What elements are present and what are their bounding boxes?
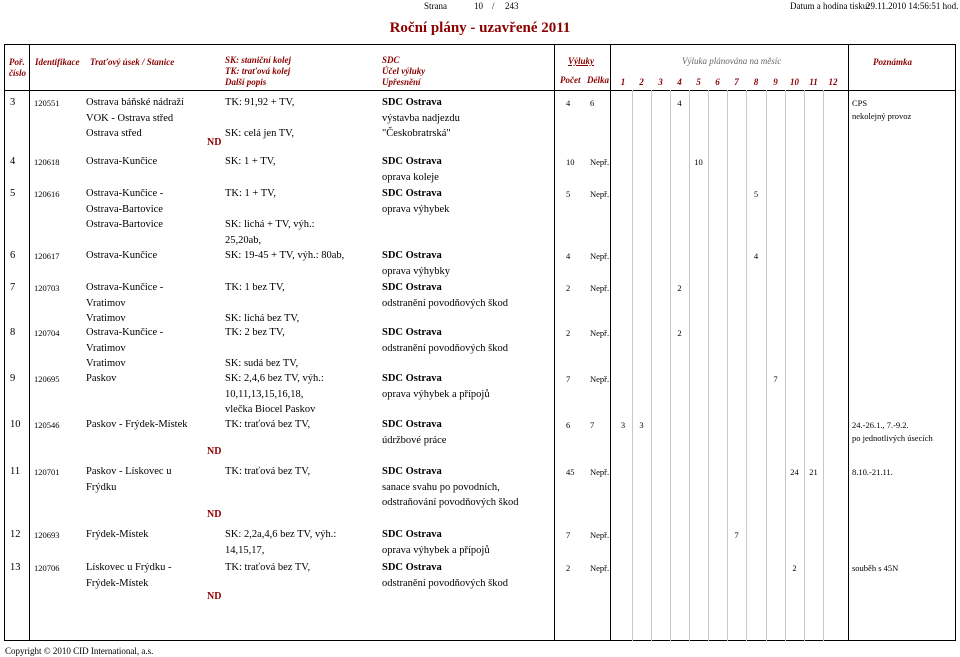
row-number: 3 [10,97,16,108]
month-divider [651,90,652,641]
row-nd-mark: ND [207,591,222,602]
row-identifier: 120701 [34,467,60,477]
row-pocet: 2 [566,563,571,573]
row-number: 10 [10,419,21,430]
row-sdc: SDC Ostrava [382,373,442,384]
row-number: 7 [10,282,16,293]
row-month-value: 5 [753,189,759,199]
page-separator: / [492,1,495,11]
row-trat-line: Vratimov [86,297,126,309]
row-identifier: 120693 [34,530,60,540]
col-divider [848,44,849,641]
header-month: 1 [620,77,626,87]
row-pocet: 45 [566,467,575,477]
row-pocet: 2 [566,328,571,338]
row-trat-line: Ostrava-Kunčice [86,156,158,167]
month-divider [823,90,824,641]
row-number: 11 [10,466,21,477]
row-poznamka: CPS [852,98,868,108]
header-pos: Poř. číslo [9,57,26,78]
row-sk-line: SK: 1 + TV, [225,156,276,167]
row-poznamka: 8.10.-21.11. [852,467,893,477]
row-delka: Nepř. [590,530,610,540]
row-delka: Nepř. [590,328,610,338]
row-pocet: 5 [566,189,571,199]
page-number: 10 [474,1,483,11]
row-ucel-line: oprava výhybek a přípojů [382,388,490,400]
row-sdc: SDC Ostrava [382,250,442,261]
row-sk-line: 14,15,17, [225,544,265,556]
row-trat-line: Ostrava-Kunčice [86,250,158,261]
row-ucel-line: oprava výhybek a přípojů [382,544,490,556]
col-divider [554,44,555,641]
print-label: Datum a hodina tisku: [790,1,870,11]
row-nd-mark: ND [207,446,222,457]
row-identifier: 120617 [34,251,60,261]
row-identifier: 120704 [34,328,60,338]
row-ucel-line: odstranění povodňových škod [382,577,508,589]
header-month: 12 [828,77,838,87]
month-divider [804,90,805,641]
row-sk-line: TK: traťová bez TV, [225,419,311,430]
row-pocet: 7 [566,530,571,540]
row-sk-line: TK: 91,92 + TV, [225,97,295,108]
month-divider [727,90,728,641]
month-divider [708,90,709,641]
header-month: 6 [715,77,720,87]
header-month: 2 [639,77,644,87]
row-number: 12 [10,529,21,540]
row-trat-line: Frýdek-Místek [86,577,149,589]
row-trat-line: Paskov - Frýdek-Místek [86,419,188,430]
row-identifier: 120703 [34,283,60,293]
row-trat-line: Vratimov [86,342,126,354]
header-month: 10 [790,77,799,87]
row-number: 9 [10,373,16,384]
row-delka: Nepř. [590,283,610,293]
row-month-value: 2 [677,283,682,293]
row-sk-line: SK: celá jen TV, [225,128,295,139]
header-month: 8 [753,77,759,87]
row-trat-line: Vratimov [86,313,126,324]
row-trat-line: Frýdek-Místek [86,529,149,540]
row-sdc: SDC Ostrava [382,188,442,199]
row-nd-mark: ND [207,509,222,520]
month-divider [746,90,747,641]
row-nd-mark: ND [207,137,222,148]
row-ucel-line: sanace svahu po povodních, [382,481,500,493]
row-pocet: 6 [566,420,571,430]
row-pocet: 7 [566,374,571,384]
row-ucel-line: odstranění povodňových škod [382,297,508,309]
row-sk-line: SK: 2,4,6 bez TV, výh.: [225,373,324,384]
header-month: 11 [809,77,818,87]
row-number: 5 [10,188,16,199]
header-month: 4 [677,77,682,87]
row-pocet: 2 [566,283,571,293]
row-trat-line: Ostrava-Kunčice - [86,327,164,338]
row-pocet: 4 [566,98,571,108]
page-total: 243 [505,1,519,11]
row-sk-line: SK: 19-45 + TV, výh.: 80ab, [225,250,345,261]
col-divider [610,44,611,641]
header-divider [4,90,956,91]
row-trat-line: VOK - Ostrava střed [86,112,174,124]
row-identifier: 120695 [34,374,60,384]
row-month-value: 4 [677,98,682,108]
row-identifier: 120616 [34,189,60,199]
row-poznamka: nekolejný provoz [852,111,912,121]
header-month: 7 [734,77,739,87]
month-divider [766,90,767,641]
row-trat-line: Vratimov [86,358,126,369]
row-month-value: 7 [734,530,739,540]
row-ucel-line: oprava výhybky [382,265,450,277]
row-ucel-line: odstraňování povodňových škod [382,497,519,508]
row-sk-line: TK: 1 bez TV, [225,282,285,293]
row-sdc: SDC Ostrava [382,466,442,477]
row-trat-line: Paskov - Lískovec u [86,466,172,477]
row-trat-line: Frýdku [86,481,117,493]
row-sk-line: vlečka Biocel Paskov [225,404,316,415]
row-month-value: 3 [620,420,626,430]
row-sdc: SDC Ostrava [382,97,442,108]
row-sdc: SDC Ostrava [382,529,442,540]
row-poznamka: po jednotlivých úsecích [852,433,933,443]
row-delka: Nepř. [590,189,610,199]
row-sdc: SDC Ostrava [382,282,442,293]
row-trat-line: Lískovec u Frýdku - [86,562,172,573]
row-trat-line: Paskov [86,373,117,384]
row-ucel-line: údržbové práce [382,434,447,446]
col-divider [29,44,30,641]
row-sk-line: SK: lichá + TV, výh.: [225,219,315,230]
row-month-value: 2 [677,328,682,338]
row-identifier: 120618 [34,157,60,167]
page-title: Roční plány - uzavřené 2011 [389,20,571,36]
row-delka: Nepř. [590,157,610,167]
row-sk-line: TK: 1 + TV, [225,188,277,199]
row-sk-line: SK: sudá bez TV, [225,358,299,369]
row-ucel-line: "Českobratrská" [382,128,451,139]
row-sdc: SDC Ostrava [382,562,442,573]
row-month-value: 7 [773,374,778,384]
row-sk-line: 25,20ab, [225,234,262,246]
row-month-value: 3 [639,420,644,430]
row-delka: 7 [590,420,595,430]
row-poznamka: 24.-26.1., 7.-9.2. [852,420,909,430]
row-pocet: 10 [566,157,575,167]
row-month-value: 24 [790,467,799,477]
row-ucel-line: oprava výhybek [382,203,450,215]
row-poznamka: souběh s 45N [852,563,899,573]
row-number: 4 [10,156,16,167]
row-trat-line: Ostrava-Kunčice - [86,188,164,199]
header-month: 9 [773,77,778,87]
row-number: 6 [10,250,16,261]
header-sdc: SDC Účel výluky Upřesnění [382,55,426,87]
header-trat: Traťový úsek / Stanice [90,57,175,67]
row-sk-line: 10,11,13,15,16,18, [225,388,304,400]
row-identifier: 120706 [34,563,60,573]
month-divider [689,90,690,641]
row-sdc: SDC Ostrava [382,156,442,167]
row-month-value: 10 [694,157,703,167]
header-poznamka: Poznámka [873,57,913,67]
row-sdc: SDC Ostrava [382,327,442,338]
month-divider [670,90,671,641]
row-sk-line: TK: traťová bez TV, [225,466,311,477]
row-delka: Nepř. [590,251,610,261]
header-month: 5 [696,77,701,87]
row-trat-line: Ostrava báňské nádraží [86,97,184,108]
row-trat-line: Ostrava-Bartovice [86,203,163,215]
header-vyluky: Výluky [568,56,594,66]
page-label: Strana [424,1,447,11]
row-trat-line: Ostrava střed [86,128,142,139]
header-month: 3 [658,77,663,87]
row-ucel-line: oprava koleje [382,171,439,183]
row-month-value: 2 [792,563,797,573]
row-sk-line: SK: 2,2a,4,6 bez TV, výh.: [225,529,337,540]
header-delka: Délka [587,75,609,85]
row-delka: 6 [590,98,595,108]
header-planovana: Výluka plánována na měsíc [682,56,782,66]
row-trat-line: Ostrava-Bartovice [86,219,163,230]
row-identifier: 120551 [34,98,60,108]
row-sk-line: TK: traťová bez TV, [225,562,311,573]
header-pocet: Počet [560,75,581,85]
row-number: 8 [10,327,16,338]
row-identifier: 120546 [34,420,60,430]
row-trat-line: Ostrava-Kunčice - [86,282,164,293]
row-number: 13 [10,562,21,573]
row-delka: Nepř. [590,563,610,573]
month-divider [785,90,786,641]
row-sk-line: TK: 2 bez TV, [225,327,285,338]
row-ucel-line: výstavba nadjezdu [382,112,460,124]
month-divider [632,90,633,641]
row-sdc: SDC Ostrava [382,419,442,430]
row-delka: Nepř. [590,467,610,477]
copyright: Copyright © 2010 CID International, a.s. [5,646,154,656]
print-datetime: 29.11.2010 14:56:51 hod. [866,1,959,11]
row-ucel-line: odstranění povodňových škod [382,342,508,354]
row-pocet: 4 [566,251,571,261]
row-month-value: 4 [753,251,759,261]
header-ident: Identifikace [35,57,80,67]
row-sk-line: SK: lichá bez TV, [225,313,300,324]
header-sk: SK: staniční kolej TK: traťová kolej Další popis [225,55,292,87]
row-month-value: 21 [809,467,818,477]
row-delka: Nepř. [590,374,610,384]
